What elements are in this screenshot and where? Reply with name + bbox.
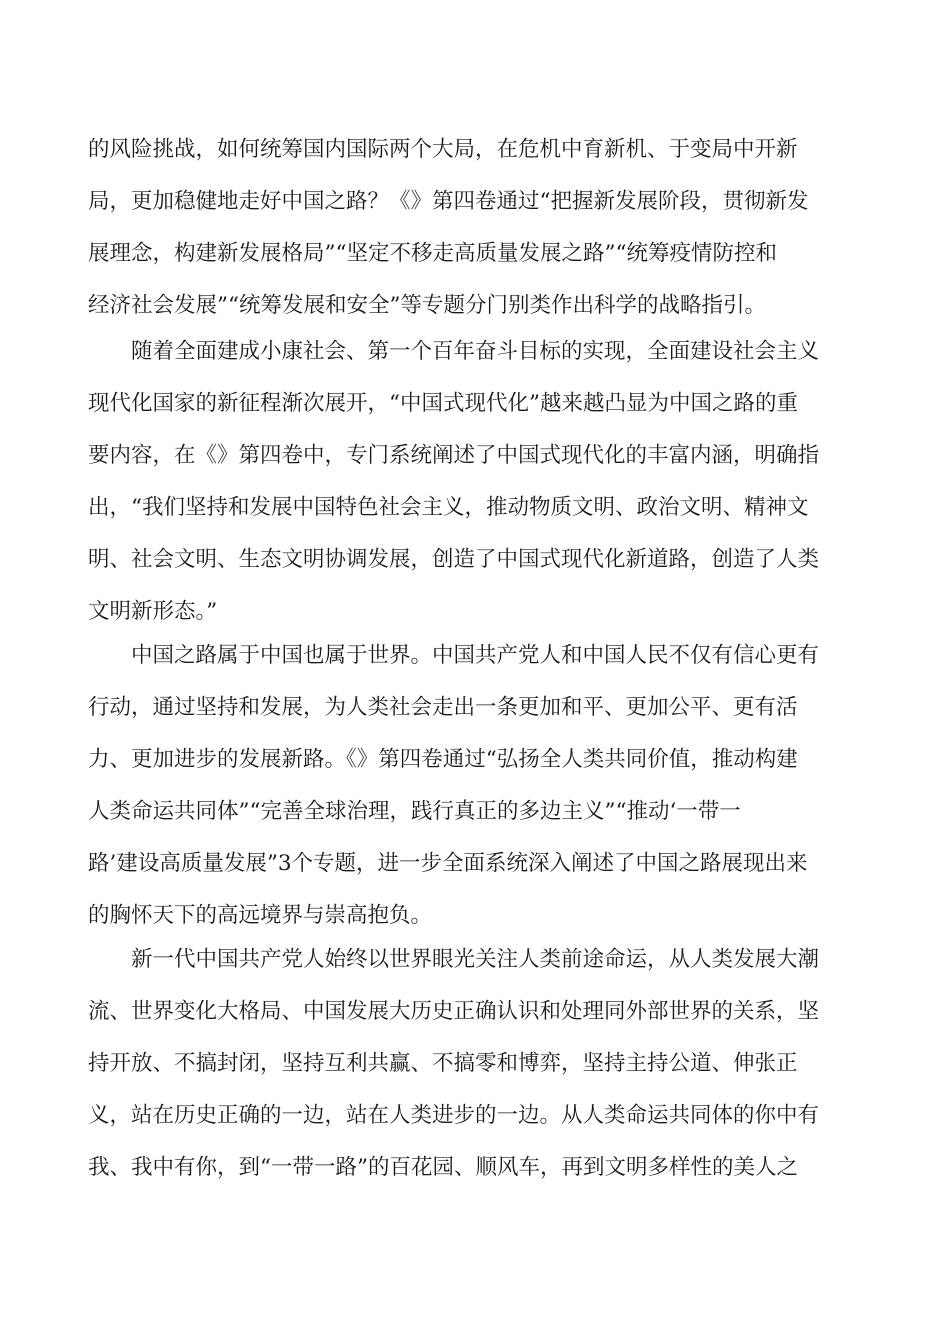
text-line: 要内容，在《》第四卷中，专门系统阐述了中国式现代化的丰富内涵，明确指 bbox=[88, 443, 820, 468]
text-line: 文明新形态。” bbox=[88, 599, 218, 624]
paragraph-4 bbox=[88, 934, 868, 1194]
text-line: 经济社会发展”“统筹发展和安全”等专题分门别类作出科学的战略指引。 bbox=[88, 293, 766, 318]
text-line: 力、更加进步的发展新路。《》第四卷通过“弘扬全人类共同价值，推动构建 bbox=[88, 747, 798, 772]
text-line: 的风险挑战，如何统筹国内国际两个大局，在危机中育新机、于变局中开新 bbox=[88, 137, 798, 162]
text-line: 随着全面建成小康社会、第一个百年奋斗目标的实现，全面建设社会主义 bbox=[88, 339, 820, 364]
text-line: 的胸怀天下的高远境界与崇高抱负。 bbox=[88, 903, 433, 928]
text-line: 路’建设高质量发展”3个专题，进一步全面系统深入阐述了中国之路展现出来 bbox=[88, 851, 808, 876]
text-line: 局，更加稳健地走好中国之路？《》第四卷通过“把握新发展阶段，贯彻新发 bbox=[88, 189, 809, 214]
text-line: 人类命运共同体”“完善全球治理，践行真正的多边主义”“推动‘一带一 bbox=[88, 799, 741, 824]
paragraph-2 bbox=[88, 326, 868, 638]
text-line: 持开放、不搞封闭，坚持互利共赢、不搞零和博弈，坚持主持公道、伸张正 bbox=[88, 1051, 798, 1076]
text-line: 新一代中国共产党人始终以世界眼光关注人类前途命运，从人类发展大潮 bbox=[88, 947, 820, 972]
text-line: 出，“我们坚持和发展中国特色社会主义，推动物质文明、政治文明、精神文 bbox=[88, 495, 809, 520]
text-line: 展理念，构建新发展格局”“坚定不移走高质量发展之路”“统筹疫情防控和 bbox=[88, 241, 777, 266]
paragraph-3 bbox=[88, 630, 868, 942]
text-line: 中国之路属于中国也属于世界。中国共产党人和中国人民不仅有信心更有 bbox=[88, 643, 820, 668]
text-line: 流、世界变化大格局、中国发展大历史正确认识和处理同外部世界的关系，坚 bbox=[88, 999, 820, 1024]
text-line: 我、我中有你，到“一带一路”的百花园、顺风车，再到文明多样性的美人之 bbox=[88, 1155, 798, 1180]
text-line: 明、社会文明、生态文明协调发展，创造了中国式现代化新道路，创造了人类 bbox=[88, 547, 820, 572]
text-line: 义，站在历史正确的一边，站在人类进步的一边。从人类命运共同体的你中有 bbox=[88, 1103, 820, 1128]
text-line: 现代化国家的新征程渐次展开，“中国式现代化”越来越凸显为中国之路的重 bbox=[88, 391, 798, 416]
text-line: 行动，通过坚持和发展，为人类社会走出一条更加和平、更加公平、更有活 bbox=[88, 695, 798, 720]
paragraph-1 bbox=[88, 124, 868, 332]
